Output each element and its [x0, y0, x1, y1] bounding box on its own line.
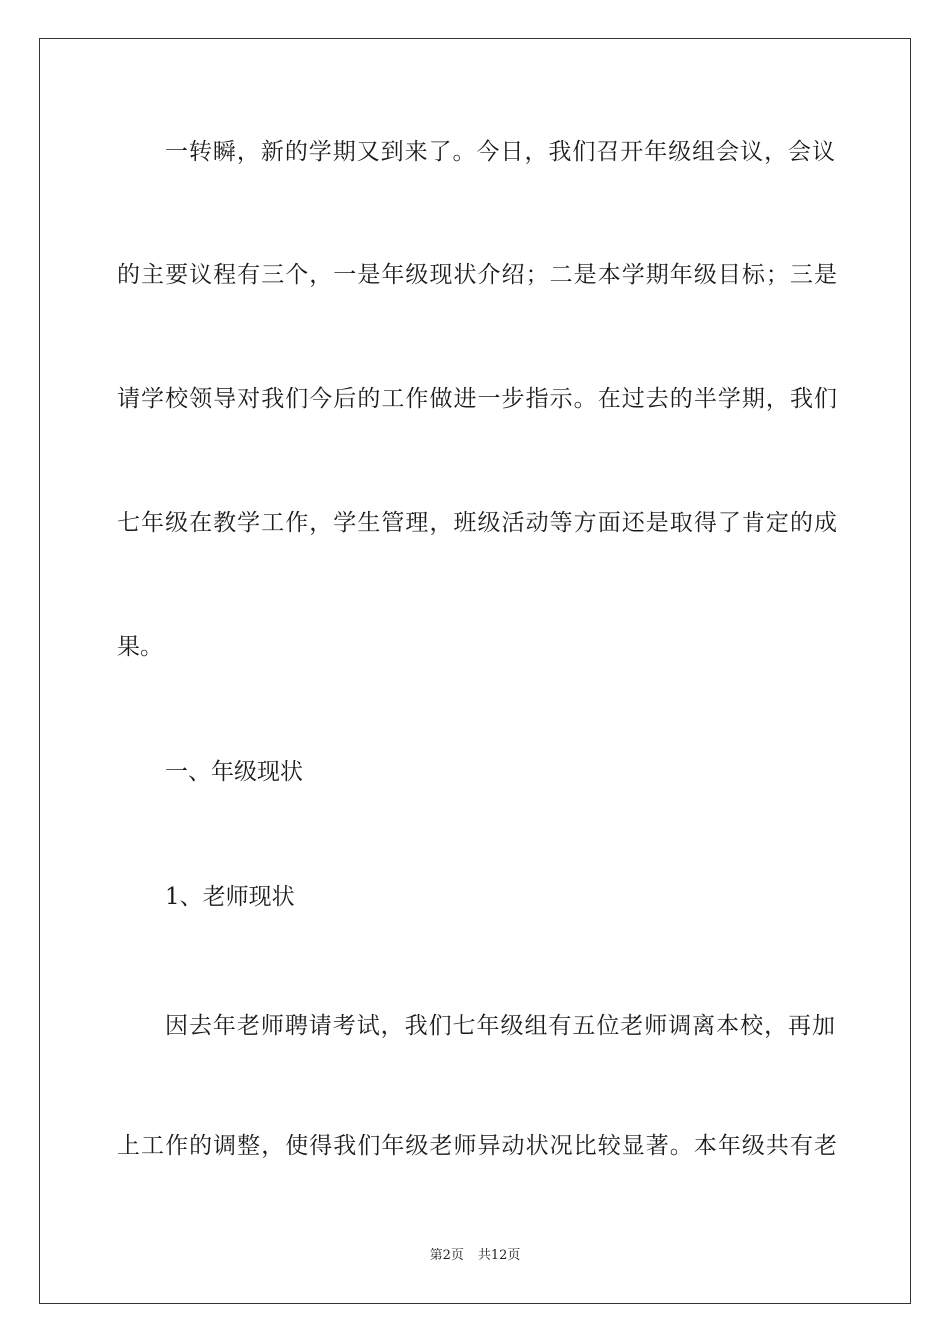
paragraph-line: 七年级在教学工作，学生管理，班级活动等方面还是取得了肯定的成 — [117, 510, 837, 536]
page-number: 第2页 — [429, 1248, 464, 1263]
paragraph-line: 因去年老师聘请考试，我们七年级组有五位老师调离本校，再加 — [165, 1013, 835, 1039]
paragraph-line: 一转瞬，新的学期又到来了。今日，我们召开年级组会议，会议 — [165, 139, 835, 165]
page-footer — [0, 1248, 950, 1264]
section-heading: 一、年级现状 — [165, 759, 303, 785]
paragraph-line: 的主要议程有三个，一是年级现状介绍；二是本学期年级目标；三是 — [117, 262, 837, 288]
paragraph-line: 请学校领导对我们今后的工作做进一步指示。在过去的半学期，我们 — [117, 386, 837, 412]
paragraph-line: 果。 — [117, 634, 163, 660]
subsection-heading: 1、老师现状 — [165, 884, 295, 910]
page-border — [39, 38, 911, 1304]
paragraph-line: 上工作的调整，使得我们年级老师异动状况比较显著。本年级共有老 — [117, 1133, 837, 1159]
page-total: 共12页 — [477, 1248, 521, 1263]
